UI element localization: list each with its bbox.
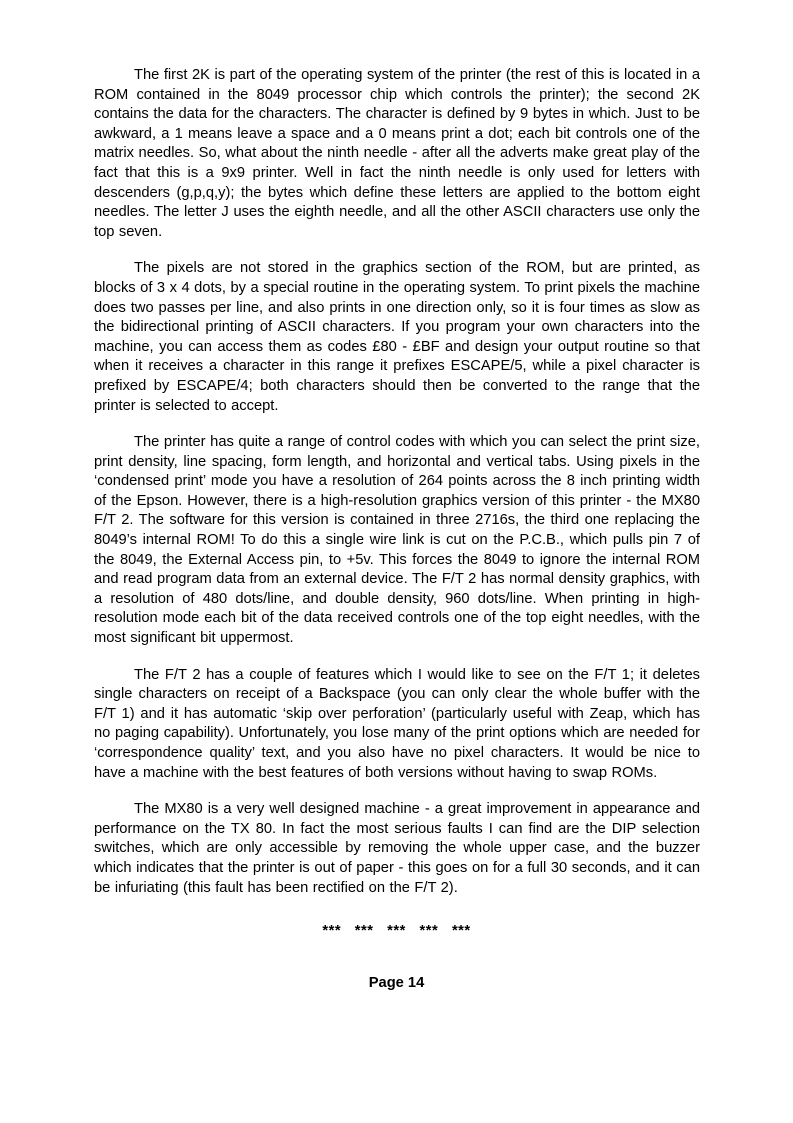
paragraph-3: The printer has quite a range of control codes with which you can select the print size, print density, line spacing, form length, and horizontal and vertical tabs. Using pixels in the ‘condensed print’ mode you have a resolution of 264 points across the 8 inch printing width of the Epson. However, there is a high-resolution graphics version of this printer - the MX80 F/T 2. The software for this version is contained in three 2716s, the third one replacing the 8049’s internal ROM! To do this a single wire link is cut on the P.C.B., which pulls pin 7 of the 8049, the External Access pin, to +5v. This forces the 8049 to ignore the internal ROM and read program data from an external device. The F/T 2 has normal density graphics, with a resolution of 480 dots/line, and double density, 960 dots/line. When printing in high-resolution mode each bit of the data received controls one of the top eight needles, with the most significant bit uppermost.	[94, 434, 700, 647]
paragraph-1: The first 2K is part of the operating system of the printer (the rest of this is located in a ROM contained in the 8049 processor chip which controls the printer); the second 2K contains the data for the characters. The character is defined by 9 bytes in which. Just to be awkward, a 1 means leave a space and a 0 means print a dot; each bit controls one of the matrix needles. So, what about the ninth needle - after all the adverts make great play of the fact that this is a 9x9 printer. Well in fact the ninth needle is only used for letters with descenders (g,p,q,y); the bytes which define these letters are applied to the bottom eight needles. The letter J uses the eighth needle, and all the other ASCII characters use only the top seven.	[94, 67, 700, 240]
paragraph-2: The pixels are not stored in the graphics section of the ROM, but are printed, as blocks of 3 x 4 dots, by a special routine in the operating system. To print pixels the machine does two passes per line, and also prints in one direction only, so it is four times as slow as the bidirectional printing of ASCII characters. If you program your own characters into the machine, you can access them as codes £80 - £BF and design your output routine so that when it receives a character in this range it prefixes ESCAPE/5, while a pixel character is prefixed by ESCAPE/4; both characters should then be converted to the range that the printer is selected to accept.	[94, 260, 700, 414]
page-number: Page 14	[368, 975, 425, 991]
paragraph-4: The F/T 2 has a couple of features which I would like to see on the F/T 1; it deletes single characters on receipt of a Backspace (you can only clear the whole buffer with the F/T 1) and it has automatic ‘skip over perforation’ (particularly useful with Zeap, which has no paging capability). Unfortunately, you lose many of the print options which are needed for ‘correspondence quality’ text, and you also have no pixel characters. It would be nice to have a machine with the best features of both versions without having to swap ROMs.	[94, 666, 700, 781]
document-body	[94, 66, 700, 898]
paragraph-5: The MX80 is a very well designed machine - a great improvement in appearance and performance on the TX 80. In fact the most serious faults I can find are the DIP selection switches, which are only accessible by removing the whole upper case, and the buzzer which indicates that the printer is out of paper - this goes on for a full 30 seconds, and it can be infuriating (this fault has been rectified on the F/T 2).	[94, 801, 700, 896]
section-separator: *** *** *** *** ***	[322, 923, 471, 939]
